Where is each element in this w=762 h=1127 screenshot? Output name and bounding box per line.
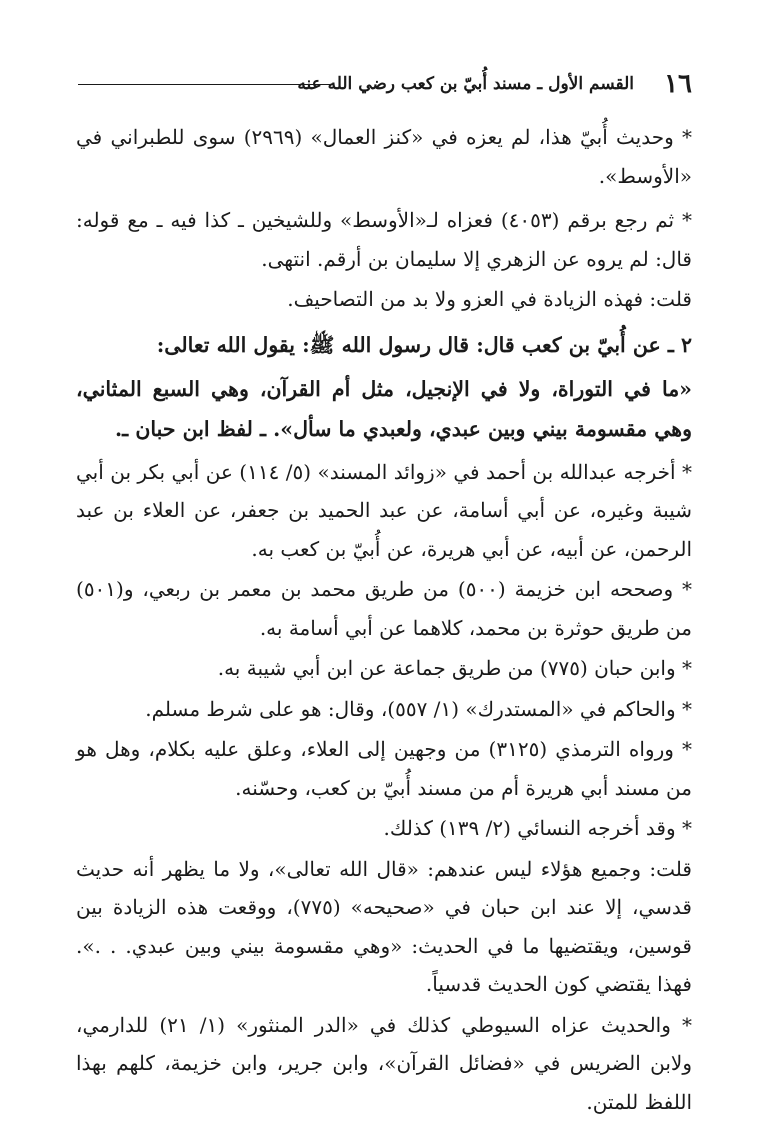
paragraph-ibn-khuzaymah: * وصححه ابن خزيمة (٥٠٠) من طريق محمد بن معمر بن ربعي، و(٥٠١) من طريق حوثرة بن محمد، كلاهما عن أبي أسامة به. <box>76 577 693 640</box>
header-rule <box>78 84 330 85</box>
hadith-heading: ٢ ـ عن أُبيّ بن كعب قال: قال رسول الله ﷺ: يقول الله تعالى: <box>156 332 692 357</box>
running-title: القسم الأول ـ مسند أُبيّ بن كعب رضي الله عنه <box>297 74 634 94</box>
page-number: ١٦ <box>664 69 692 99</box>
hadith-text: «ما في التوراة، ولا في الإنجيل، مثل أم القرآن، وهي السبع المثاني، وهي مقسومة بيني وبين عبدي، ولعبدي ما سأل». ـ لفظ ابن حبان ـ. <box>76 376 692 441</box>
paragraph-tirmidhi: * ورواه الترمذي (٣١٢٥) من وجهين إلى العلاء، وعلق عليه بكلام، وهل هو من مسند أبي هريرة أم من مسند أُبيّ بن كعب، وحسّنه. <box>76 737 692 800</box>
paragraph-author-comment: قلت: فهذه الزيادة في العزو ولا بد من التصاحيف. <box>287 287 692 311</box>
paragraph-suyuti: * والحديث عزاه السيوطي كذلك في «الدر المنثور» (١/ ٢١) للدارمي، ولابن الضريس في «فضائل القرآن»، وابن جرير، وابن خزيمة، كلهم بهذا اللفظ للمتن. <box>76 1012 692 1114</box>
paragraph-awsat-reference: * ثم رجع برقم (٤٠٥٣) فعزاه لـ«الأوسط» وللشيخين ـ كذا فيه ـ مع قوله: قال: لم يروه عن الزهري إلا سليمان بن أرقم. انتهى. <box>76 208 692 271</box>
paragraph-ibn-hibban: * وابن حبان (٧٧٥) من طريق جماعة عن ابن أبي شيبة به. <box>217 656 692 680</box>
paragraph-hakim: * والحاكم في «المستدرك» (١/ ٥٥٧)، وقال: هو على شرط مسلم. <box>145 696 692 721</box>
page-header <box>78 68 692 100</box>
page-body <box>76 118 692 1127</box>
paragraph-kanz-reference: * وحديث أُبيّ هذا، لم يعزه في «كنز العمال» (٢٩٦٩) سوى للطبراني في «الأوسط». <box>76 125 692 188</box>
paragraph-nasai: * وقد أخرجه النسائي (٢/ ١٣٩) كذلك. <box>383 816 692 840</box>
paragraph-author-analysis: قلت: وجميع هؤلاء ليس عندهم: «قال الله تعالى»، ولا ما يظهر أنه حديث قدسي، إلا عند ابن حبان في «صحيحه» (٧٧٥)، ووقعت هذه الزيادة بين قوسين، ويقتضيها ما في الحديث: «وهي مقسومة بيني وبين عبدي. . .». فهذا يقتضي كون الحديث قدسياً. <box>76 856 692 996</box>
paragraph-takhrij-ahmad: * أخرجه عبدالله بن أحمد في «زوائد المسند» (٥/ ١١٤) عن أبي بكر بن أبي شيبة وغيره، عن أبي أسامة، عن عبد الحميد بن جعفر، عن العلاء بن عبد الرحمن، عن أبيه، عن أبي هريرة، عن أُبيّ بن كعب به. <box>76 459 692 561</box>
